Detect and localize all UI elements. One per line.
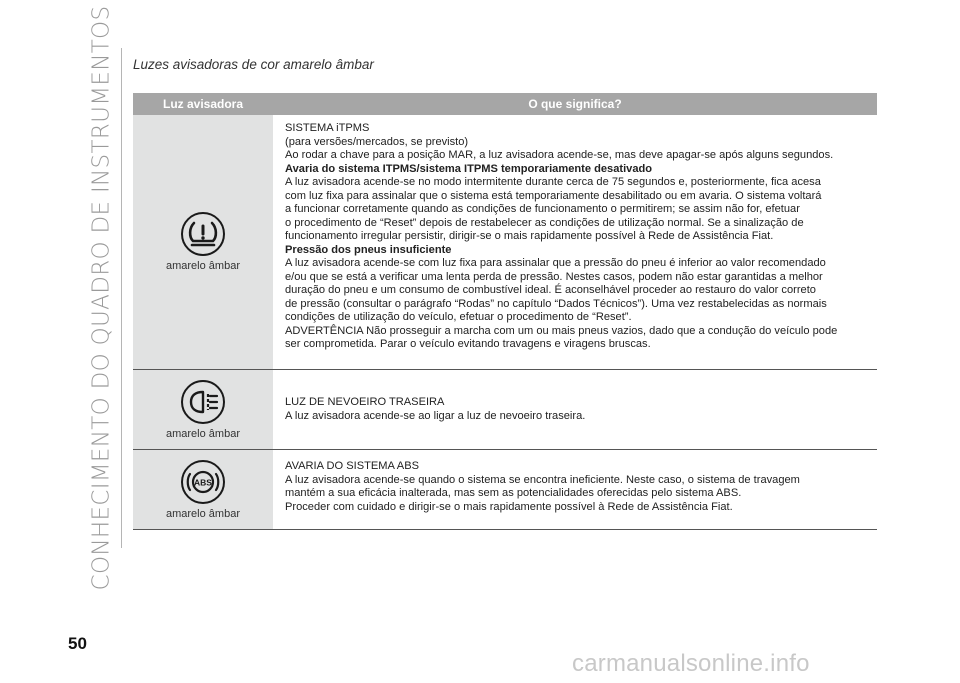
table-row: [133, 115, 877, 370]
description-line: Proceder com cuidado e dirigir-se o mais rapidamente possível à Rede de Assistência Fiat.: [285, 500, 733, 513]
icon-cell: [133, 450, 273, 529]
chapter-side-title-text: CONHECIMENTO DO QUADRO DE INSTRUMENTOS: [88, 5, 115, 591]
description-line: Ao rodar a chave para a posição MAR, a luz avisadora acende-se, mas deve apagar-se após alguns segundos.: [285, 149, 834, 161]
description-line: A luz avisadora acende-se quando o sistema se encontra ineficiente. Neste caso, o sistema de travagem: [285, 473, 800, 486]
icon-cell: [133, 115, 273, 369]
description-line: com luz fixa para assinalar que o sistema está temporariamente desabilitado ou em avaria. O sistema voltará: [285, 189, 822, 202]
rear-fog-light-icon: [181, 380, 225, 424]
abs-icon-text: ABS: [194, 477, 212, 487]
abs-warning-icon: [181, 460, 225, 504]
watermark: carmanualsonline.info: [572, 650, 810, 677]
table-row: [133, 370, 877, 450]
tpms-warning-icon: [181, 212, 225, 256]
description-cell: [273, 370, 877, 449]
description-line: mantém a sua eficácia inalterada, mas sem as potencialidades oferecidas pelo sistema ABS.: [285, 487, 742, 499]
description-line: condições de utilização do veículo, efetuar o procedimento de “Reset”.: [285, 311, 632, 323]
warning-lights-table: [133, 93, 877, 530]
icon-color-label: amarelo âmbar: [166, 427, 240, 440]
icon-color-label: amarelo âmbar: [166, 507, 240, 520]
description-line: ser comprometida. Parar o veículo evitando travagens e viragens bruscas.: [285, 338, 651, 350]
description-line: ADVERTÊNCIA Não prosseguir a marcha com um ou mais pneus vazios, dado que a condução do veículo pode: [285, 324, 838, 337]
table-row: [133, 450, 877, 530]
description-line: duração do pneu e um consumo de combustível ideal. É aconselhável proceder ao restauro do valor correto: [285, 284, 816, 296]
description-line: o procedimento de “Reset” depois de restabelecer as condições de utilização normal. Se a sinalização de: [285, 216, 804, 229]
description-line: de pressão (consultar o parágrafo “Rodas” no capítulo “Dados Técnicos”). Uma vez restabelecidas as normais: [285, 297, 827, 310]
description-subheading: Pressão dos pneus insuficiente: [285, 243, 452, 256]
header-warning-light: Luz avisadora: [162, 97, 244, 111]
side-divider: [121, 48, 122, 548]
description-line: funcionamento irregular persistir, dirigir-se o mais rapidamente possível à Rede de Assistência Fiat.: [285, 230, 774, 242]
description-line: a funcionar corretamente quando as condições de funcionamento o permitirem; se assim não for, efetuar: [285, 203, 800, 215]
description-line: e/ou que se está a verificar uma lenta perda de pressão. Nestes casos, podem não estar garantidas a melhor: [285, 270, 823, 283]
table-header: [133, 93, 877, 115]
description-line: A luz avisadora acende-se com luz fixa para assinalar que a pressão do pneu é inferior ao valor recomendado: [285, 257, 826, 269]
description-subheading: Avaria do sistema ITPMS/sistema ITPMS temporariamente desativado: [285, 162, 653, 175]
description-line: (para versões/mercados, se previsto): [285, 135, 469, 148]
chapter-side-title: [84, 5, 118, 591]
description-line: A luz avisadora acende-se no modo intermitente durante cerca de 75 segundos e, posteriormente, fica acesa: [285, 176, 821, 188]
description-cell: [273, 115, 877, 369]
page-title: Luzes avisadoras de cor amarelo âmbar: [133, 57, 374, 72]
description-cell: [273, 450, 877, 529]
header-meaning: O que significa?: [528, 97, 622, 111]
description-line: LUZ DE NEVOEIRO TRASEIRA: [285, 396, 445, 408]
description-line: A luz avisadora acende-se ao ligar a luz de nevoeiro traseira.: [285, 409, 586, 422]
icon-cell: [133, 370, 273, 449]
description-line: SISTEMA iTPMS: [285, 122, 370, 134]
description-line: AVARIA DO SISTEMA ABS: [285, 460, 419, 472]
page-number: 50: [68, 634, 87, 653]
icon-color-label: amarelo âmbar: [166, 260, 240, 272]
